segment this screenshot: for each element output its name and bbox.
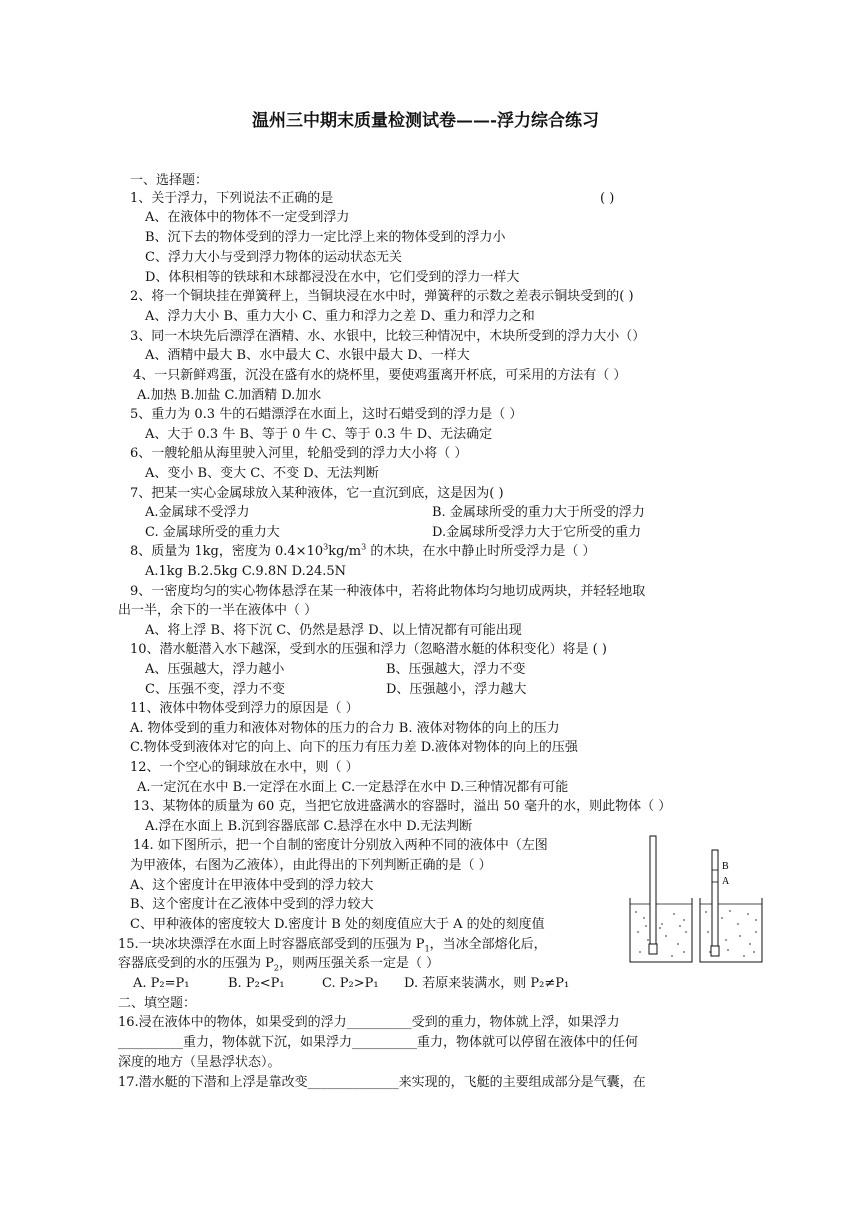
- q11-options-line1: A. 物体受到的重力和液体对物体的压力的合力 B. 液体对物体的向上的压力: [130, 721, 560, 736]
- q8-options: A.1kg B.2.5kg C.9.8N D.24.5N: [145, 564, 347, 579]
- q6-options: A、变小 B、变大 C、不变 D、无法判断: [145, 466, 379, 481]
- q2-stem: 2、将一个铜块挂在弹簧秤上，当铜块浸在水中时，弹簧秤的示数之差表示铜块受到的( ): [130, 289, 634, 304]
- q3-stem: 3、同一木块先后漂浮在酒精、水、水银中，比较三种情况中，木块所受到的浮力大小（）: [130, 329, 646, 344]
- q3-options: A、酒精中最大 B、水中最大 C、水银中最大 D、一样大: [145, 348, 470, 363]
- q16-line3: 深度的地方（呈悬浮状态）。: [118, 1055, 281, 1070]
- q14-stem-line1: 14. 如下图所示，把一个自制的密度计分别放入两种不同的液体中（左图: [133, 838, 548, 853]
- q15-option-c: C. P₂>P₁: [322, 976, 379, 991]
- q13-stem: 13、某物体的质量为 60 克，当把它放进盛满水的容器时，溢出 50 毫升的水，则此物体（ ）: [133, 799, 672, 814]
- q14-stem-line2: 为甲液体，右图为乙液体），由此得出的下列判断正确的是（ ）: [130, 858, 492, 873]
- q5-options: A、大于 0.3 牛 B、等于 0 牛 C、等于 0.3 牛 D、无法确定: [145, 427, 493, 442]
- left-hydrometer: [649, 836, 657, 954]
- right-hydrometer: [711, 850, 719, 956]
- q15-option-d: D. 若原来装满水，则 P₂≠P₁: [404, 976, 570, 991]
- q16-line1: 16.浸在液体中的物体，如果受到的浮力__________受到的重力，物体就上浮，如果浮力: [118, 1015, 620, 1030]
- q7-option-a: A.金属球不受浮力: [145, 505, 250, 520]
- q14-option-a: A、这个密度计在甲液体中受到的浮力较大: [130, 878, 374, 893]
- q15-stem-line1: 15.一块冰块漂浮在水面上时容器底部受到的压强为 $P_1$，当冰全部熔化后，: [118, 937, 547, 954]
- q15-option-a: A. P₂=P₁: [133, 976, 190, 991]
- q1-stem: 1、关于浮力，下列说法不正确的是: [130, 191, 334, 206]
- hydrometer-figure: [626, 832, 766, 968]
- q6-stem: 6、一艘轮船从海里驶入河里，轮船受到的浮力大小将（ ）: [130, 446, 468, 461]
- q10-stem: 10、潜水艇潜入水下越深，受到水的压强和浮力（忽略潜水艇的体积变化）将是 ( ): [130, 642, 607, 657]
- q10-option-b: B、压强越大，浮力不变: [386, 662, 526, 677]
- q10-option-a: A、压强越大，浮力越小: [145, 662, 285, 677]
- q4-stem: 4、一只新鲜鸡蛋，沉没在盛有水的烧杯里，要使鸡蛋离开杯底，可采用的方法有（ ）: [133, 368, 627, 383]
- label-b: B: [722, 861, 729, 872]
- q1-option-d: D、体积相等的铁球和木球都浸没在水中，它们受到的浮力一样大: [145, 270, 520, 285]
- q1-option-c: C、浮力大小与受到浮力物体的运动状态无关: [145, 250, 402, 265]
- q7-option-d: D.金属球所受浮力大于它所受的重力: [432, 525, 642, 540]
- q7-stem: 7、把某一实心金属球放入某种液体，它一直沉到底，这是因为( ): [130, 486, 504, 501]
- q12-stem: 12、一个空心的铜球放在水中，则（ ）: [130, 760, 359, 775]
- q11-stem: 11、液体中物体受到浮力的原因是（ ）: [130, 701, 359, 716]
- q8-stem: 8、质量为 1kg，密度为 $0.4\times 10^3kg/m^3$ 的木块，在水中静止时所受浮力是（ ）: [130, 542, 596, 559]
- page-title: 温州三中期末质量检测试卷——-浮力综合练习: [252, 111, 600, 131]
- right-beaker: [700, 898, 762, 962]
- q17-line1: 17.潜水艇的下潜和上浮是靠改变______________来实现的，飞艇的主要组成部分是气囊，在: [118, 1075, 646, 1090]
- q16-line2: __________重力，物体就下沉，如果浮力__________重力，物体就可以停留在液体中的任何: [118, 1035, 639, 1050]
- q12-options: A.一定沉在水中 B.一定浮在水面上 C.一定悬浮在水中 D.三种情况都有可能: [137, 780, 569, 795]
- q4-options: A.加热 B.加盐 C.加酒精 D.加水: [137, 388, 322, 403]
- q15-option-b: B. P₂<P₁: [228, 976, 285, 991]
- q13-options: A.浮在水面上 B.沉到容器底部 C.悬浮在水中 D.无法判断: [145, 819, 473, 834]
- section-fill-heading: 二、填空题：: [118, 996, 197, 1011]
- q5-stem: 5、重力为 0.3 牛的石蜡漂浮在水面上，这时石蜡受到的浮力是（ ）: [130, 407, 523, 422]
- q1-option-b: B、沉下去的物体受到的浮力一定比浮上来的物体受到的浮力小: [145, 230, 506, 245]
- q15-stem-line2: 容器底受到的水的压强为 $P_2$，则两压强关系一定是（ ）: [118, 956, 440, 973]
- q7-option-b: B. 金属球所受的重力大于所受的浮力: [432, 505, 645, 520]
- q14-option-b: B、这个密度计在乙液体中受到的浮力较大: [130, 897, 374, 912]
- q14-options-cd: C、甲种液体的密度较大 D.密度计 B 处的刻度值应大于 A 的处的刻度值: [130, 917, 545, 932]
- q9-options: A、将上浮 B、将下沉 C、仍然是悬浮 D、以上情况都有可能出现: [145, 623, 522, 638]
- label-a: A: [722, 876, 730, 887]
- q9-stem-line2: 出一半，余下的一半在液体中（ ）: [118, 603, 318, 618]
- section-choice-heading: 一、选择题：: [130, 173, 209, 188]
- q10-option-c: C、压强不变，浮力不变: [145, 682, 285, 697]
- q1-answer-paren: ( ): [600, 191, 615, 206]
- q11-options-line2: C.物体受到液体对它的向上、向下的压力有压力差 D.液体对物体的向上的压强: [130, 740, 578, 755]
- q10-option-d: D、压强越小，浮力越大: [386, 682, 527, 697]
- q7-option-c: C. 金属球所受的重力大: [145, 525, 280, 540]
- q1-option-a: A、在液体中的物体不一定受到浮力: [145, 210, 350, 225]
- q9-stem-line1: 9、一密度均匀的实心物体悬浮在某一种液体中，若将此物体均匀地切成两块，并轻轻地取: [130, 584, 646, 599]
- left-beaker: [630, 898, 692, 962]
- q2-options: A、浮力大小 B、重力大小 C、重力和浮力之差 D、重力和浮力之和: [145, 309, 535, 324]
